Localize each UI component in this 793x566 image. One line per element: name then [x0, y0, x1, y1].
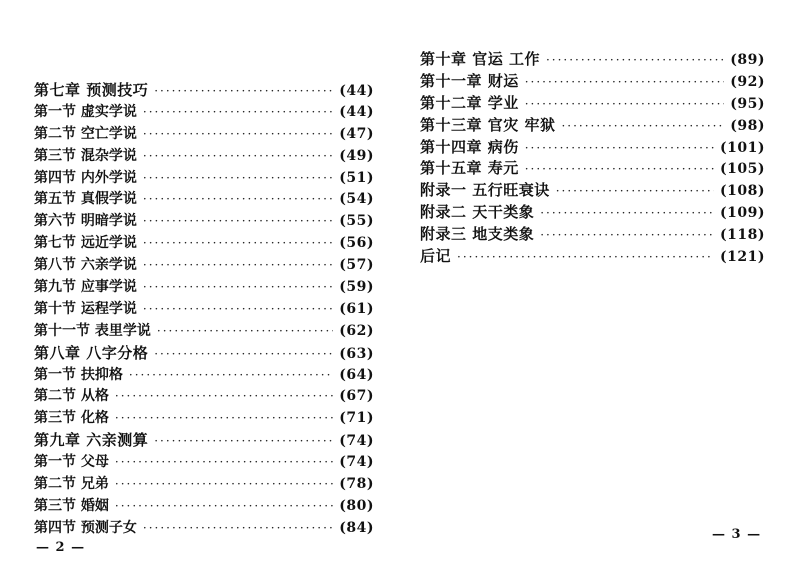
- toc-chapter-entry: [34, 429, 374, 451]
- toc-entry-title: 第一节 扶抑格: [34, 366, 123, 383]
- toc-chapter-entry: [420, 136, 765, 158]
- toc-leader-dots: [115, 499, 333, 513]
- toc-section-entry: [34, 320, 374, 342]
- toc-entry-page: (78): [339, 476, 374, 493]
- toc-leader-dots: [115, 455, 333, 469]
- toc-entry-page: (57): [339, 257, 374, 274]
- toc-entry-title: 第一节 父母: [34, 454, 109, 471]
- toc-chapter-entry: [420, 179, 765, 201]
- toc-leader-dots: [143, 258, 333, 272]
- toc-entry-title: 第七节 远近学说: [34, 235, 137, 252]
- toc-entry-title: 第九节 应事学说: [34, 279, 137, 296]
- toc-entry-page: (121): [720, 249, 765, 266]
- toc-entry-page: (74): [339, 454, 374, 471]
- toc-leader-dots: [154, 84, 333, 98]
- toc-leader-dots: [143, 214, 333, 228]
- toc-entry-title: 第十节 运程学说: [34, 300, 137, 317]
- toc-leader-dots: [143, 171, 333, 185]
- toc-entry-title: 第十章 官运 工作: [420, 50, 540, 68]
- toc-entry-page: (80): [339, 497, 374, 514]
- toc-chapter-entry: [420, 245, 765, 267]
- toc-entry-title: 第九章 六亲测算: [34, 431, 149, 450]
- toc-leader-dots: [457, 250, 714, 264]
- toc-leader-dots: [525, 97, 725, 111]
- toc-entry-page: (61): [339, 300, 374, 317]
- toc-chapter-entry: [420, 48, 765, 70]
- toc-leader-dots: [556, 184, 714, 198]
- toc-section-entry: [34, 145, 374, 167]
- toc-chapter-entry: [420, 201, 765, 223]
- toc-left-column: [34, 79, 374, 539]
- toc-section-entry: [34, 517, 374, 539]
- toc-entry-page: (95): [730, 95, 765, 112]
- toc-entry-page: (63): [339, 345, 374, 362]
- toc-entry-page: (54): [339, 191, 374, 208]
- toc-leader-dots: [115, 477, 333, 491]
- toc-chapter-entry: [34, 79, 374, 101]
- toc-entry-page: (98): [730, 117, 765, 134]
- toc-chapter-entry: [420, 70, 765, 92]
- toc-section-entry: [34, 232, 374, 254]
- toc-section-entry: [34, 101, 374, 123]
- toc-section-entry: [34, 385, 374, 407]
- toc-entry-title: 附录二 天干类象: [420, 203, 535, 222]
- toc-right-column: [420, 48, 765, 267]
- toc-leader-dots: [540, 206, 714, 220]
- toc-entry-page: (44): [339, 83, 374, 99]
- page-number-left: — 2 —: [36, 540, 86, 555]
- toc-entry-title: 第六节 明暗学说: [34, 213, 137, 230]
- toc-entry-title: 后记: [420, 247, 452, 266]
- toc-section-entry: [34, 188, 374, 210]
- toc-leader-dots: [546, 53, 724, 67]
- toc-entry-page: (55): [339, 213, 374, 230]
- toc-entry-page: (64): [339, 366, 374, 383]
- toc-leader-dots: [143, 302, 333, 316]
- toc-entry-title: 第十一章 财运: [420, 71, 519, 90]
- toc-leader-dots: [525, 141, 714, 155]
- toc-chapter-entry: [420, 223, 765, 245]
- toc-leader-dots: [154, 347, 333, 361]
- toc-chapter-entry: [420, 92, 765, 114]
- toc-entry-title: 第七章 预测技巧: [34, 81, 149, 99]
- toc-leader-dots: [143, 149, 333, 163]
- toc-entry-page: (44): [339, 103, 374, 120]
- toc-entry-page: (105): [720, 161, 765, 178]
- toc-entry-page: (84): [339, 519, 374, 536]
- toc-section-entry: [34, 298, 374, 320]
- toc-chapter-entry: [420, 114, 765, 136]
- toc-entry-page: (108): [720, 183, 765, 200]
- toc-entry-title: 第三节 婚姻: [34, 497, 109, 514]
- toc-entry-page: (118): [720, 227, 765, 244]
- toc-entry-title: 附录三 地支类象: [420, 225, 535, 244]
- toc-section-entry: [34, 254, 374, 276]
- toc-entry-title: 第十二章 学业: [420, 93, 519, 112]
- toc-leader-dots: [143, 127, 333, 141]
- toc-entry-page: (51): [339, 169, 374, 186]
- toc-chapter-entry: [34, 342, 374, 364]
- toc-leader-dots: [143, 236, 333, 250]
- toc-entry-page: (109): [720, 205, 765, 222]
- toc-entry-page: (47): [339, 125, 374, 142]
- toc-entry-title: 第八节 六亲学说: [34, 257, 137, 274]
- toc-leader-dots: [154, 434, 333, 448]
- toc-leader-dots: [143, 521, 333, 535]
- toc-entry-title: 第二节 从格: [34, 388, 109, 405]
- toc-entry-title: 第二节 兄弟: [34, 476, 109, 493]
- toc-entry-title: 第十四章 病伤: [420, 137, 519, 156]
- toc-section-entry: [34, 473, 374, 495]
- toc-leader-dots: [561, 119, 724, 133]
- toc-section-entry: [34, 407, 374, 429]
- toc-leader-dots: [115, 389, 333, 403]
- toc-entry-title: 第五节 真假学说: [34, 191, 137, 208]
- toc-section-entry: [34, 210, 374, 232]
- toc-entry-page: (101): [720, 139, 765, 156]
- toc-leader-dots: [129, 368, 333, 382]
- toc-leader-dots: [525, 162, 714, 176]
- toc-section-entry: [34, 451, 374, 473]
- toc-entry-title: 第二节 空亡学说: [34, 125, 137, 142]
- toc-entry-page: (62): [339, 322, 374, 339]
- toc-entry-title: 第三节 混杂学说: [34, 147, 137, 164]
- toc-section-entry: [34, 495, 374, 517]
- toc-section-entry: [34, 123, 374, 145]
- toc-section-entry: [34, 364, 374, 386]
- page-number-right: — 3 —: [712, 527, 762, 542]
- toc-leader-dots: [115, 411, 333, 425]
- toc-entry-page: (71): [339, 410, 374, 427]
- toc-entry-title: 第十三章 官灾 牢狱: [420, 115, 556, 134]
- toc-leader-dots: [143, 280, 333, 294]
- toc-section-entry: [34, 167, 374, 189]
- toc-section-entry: [34, 276, 374, 298]
- toc-entry-title: 第三节 化格: [34, 410, 109, 427]
- toc-entry-page: (89): [730, 52, 765, 68]
- toc-entry-page: (92): [730, 73, 765, 90]
- toc-leader-dots: [540, 228, 714, 242]
- toc-entry-page: (49): [339, 147, 374, 164]
- toc-entry-page: (67): [339, 388, 374, 405]
- toc-entry-title: 第四节 预测子女: [34, 519, 137, 536]
- toc-entry-title: 第十五章 寿元: [420, 159, 519, 178]
- toc-entry-page: (59): [339, 279, 374, 296]
- toc-leader-dots: [143, 192, 333, 206]
- toc-entry-title: 附录一 五行旺衰诀: [420, 181, 550, 200]
- toc-entry-title: 第四节 内外学说: [34, 169, 137, 186]
- toc-entry-title: 第一节 虚实学说: [34, 103, 137, 120]
- toc-entry-title: 第八章 八字分格: [34, 343, 149, 362]
- toc-entry-page: (74): [339, 433, 374, 450]
- toc-entry-title: 第十一节 表里学说: [34, 322, 151, 339]
- toc-leader-dots: [157, 324, 333, 338]
- toc-chapter-entry: [420, 157, 765, 179]
- toc-entry-page: (56): [339, 235, 374, 252]
- toc-leader-dots: [525, 75, 725, 89]
- toc-leader-dots: [143, 105, 333, 119]
